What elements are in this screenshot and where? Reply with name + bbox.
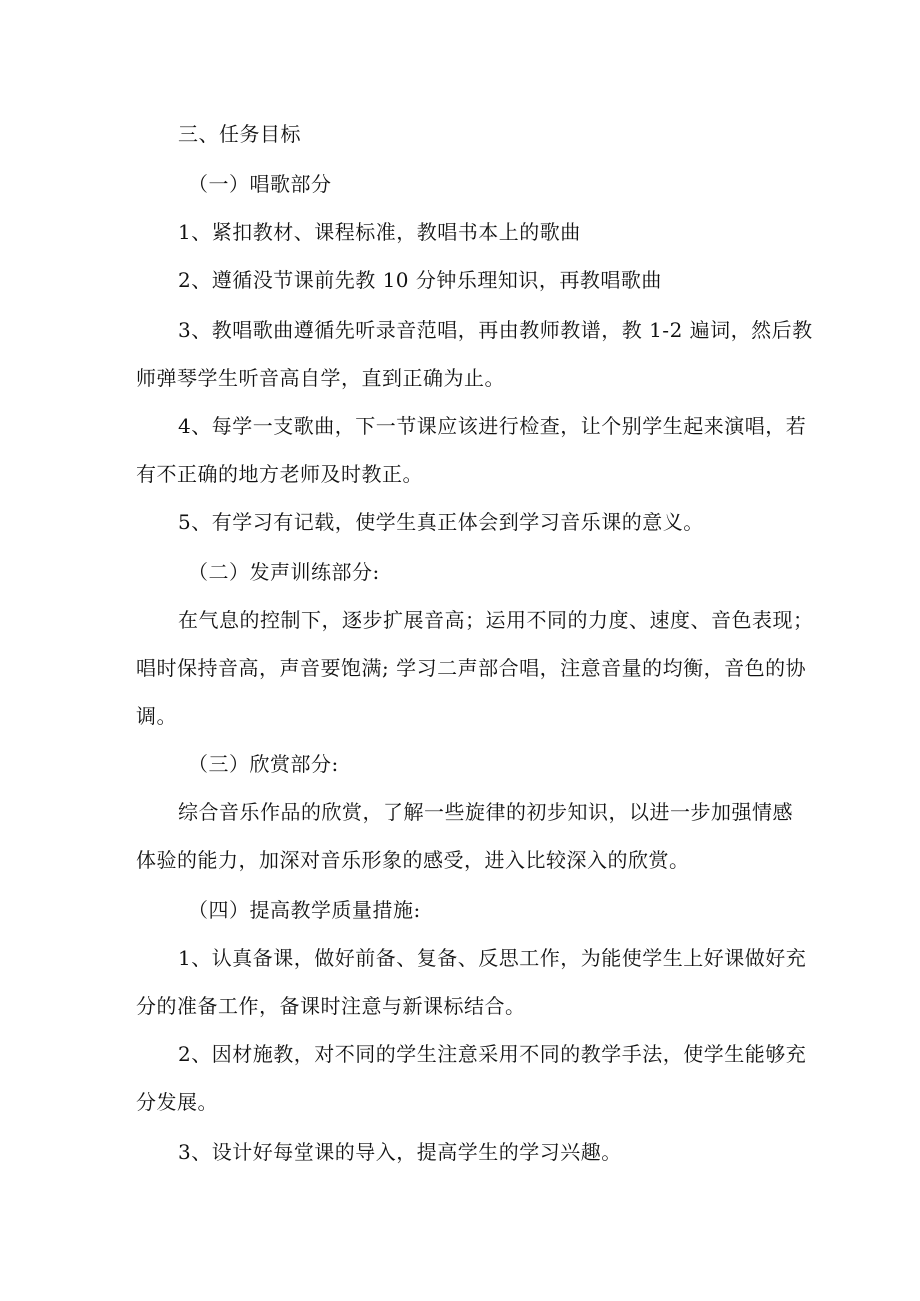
vocal-title: （二）发声训练部分: (188, 560, 380, 584)
singing-item-3-line-1: 3、教唱歌曲遵循先听录音范唱，再由教师教谱，教 1-2 遍词，然后教 (178, 318, 813, 342)
singing-item-4-line-1: 4、每学一支歌曲，下一节课应该进行检查，让个别学生起来演唱，若 (178, 414, 807, 438)
appreciation-title: （三）欣赏部分: (188, 752, 339, 776)
vocal-para-line-2: 唱时保持音高，声音要饱满; 学习二声部合唱，注意音量的均衡，音色的协 (136, 656, 807, 680)
appreciation-para-line-2: 体验的能力，加深对音乐形象的感受，进入比较深入的欣赏。 (136, 848, 690, 872)
singing-item-1: 1、紧扣教材、课程标准，教唱书本上的歌曲 (178, 220, 581, 244)
singing-item-3-line-2: 师弹琴学生听音高自学，直到正确为止。 (136, 366, 505, 390)
section-heading: 三、任务目标 (178, 122, 301, 146)
singing-item-4-line-2: 有不正确的地方老师及时教正。 (136, 462, 423, 486)
quality-item-3: 3、设计好每堂课的导入，提高学生的学习兴趣。 (178, 1140, 622, 1164)
singing-item-5: 5、有学习有记载，使学生真正体会到学习音乐课的意义。 (178, 510, 704, 534)
singing-title: （一）唱歌部分 (188, 172, 332, 196)
singing-item-2: 2、遵循没节课前先教 10 分钟乐理知识，再教唱歌曲 (178, 268, 662, 292)
quality-item-2-line-2: 分发展。 (136, 1090, 218, 1114)
quality-title: （四）提高教学质量措施: (188, 898, 421, 922)
appreciation-para-line-1: 综合音乐作品的欣赏，了解一些旋律的初步知识，以进一步加强情感 (178, 800, 793, 824)
vocal-para-line-3: 调。 (136, 704, 177, 728)
quality-item-1-line-1: 1、认真备课，做好前备、复备、反思工作，为能使学生上好课做好充 (178, 946, 807, 970)
quality-item-1-line-2: 分的准备工作，备课时注意与新课标结合。 (136, 994, 526, 1018)
vocal-para-line-1: 在气息的控制下，逐步扩展音高；运用不同的力度、速度、音色表现； (178, 608, 814, 632)
quality-item-2-line-1: 2、因材施教，对不同的学生注意采用不同的教学手法，使学生能够充 (178, 1042, 807, 1066)
